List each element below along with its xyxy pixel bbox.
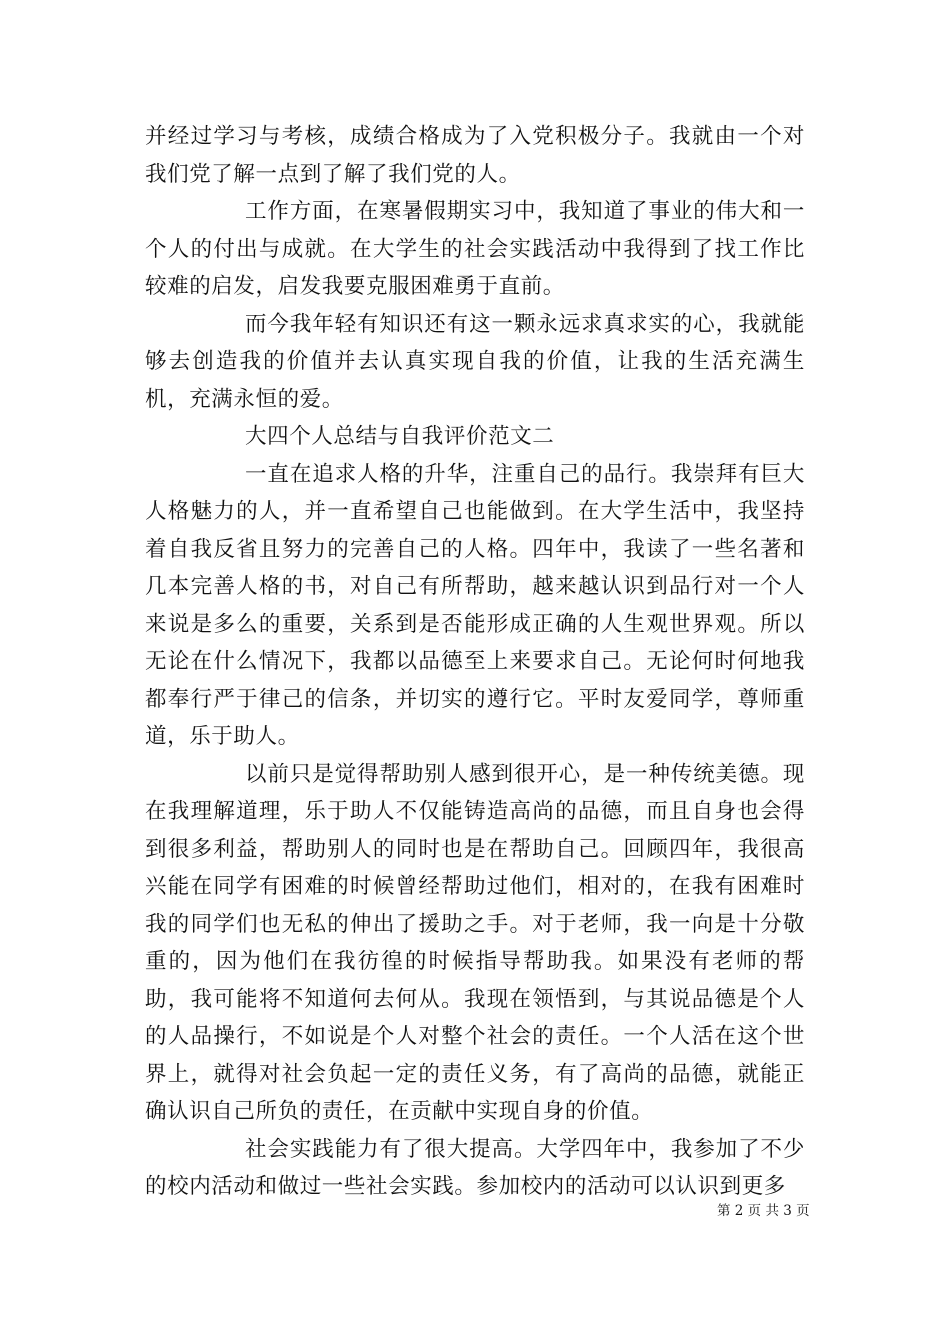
paragraph-social-practice: 社会实践能力有了很大提高。大学四年中，我参加了不少的校内活动和做过一些社会实践。参加校内的活动可以认识到更多 [145,1136,805,1199]
paragraph-continued: 并经过学习与考核，成绩合格成为了入党积极分子。我就由一个对我们党了解一点到了解了我们党的人。 [145,124,805,187]
paragraph-helping-others: 以前只是觉得帮助别人感到很开心，是一种传统美德。现在我理解道理，乐于助人不仅能铸造高尚的品德，而且自身也会得到很多利益，帮助别人的同时也是在帮助自己。回顾四年，我很高兴能在同学有困难的时候曾经帮助过他们，相对的，在我有困难时我的同学们也无私的伸出了援助之手。对于老师，我一向是十分敬重的，因为他们在我彷徨的时候指导帮助我。如果没有老师的帮助，我可能将不知道何去何从。我现在领悟到，与其说品德是个人的人品操行，不如说是个人对整个社会的责任。一个人活在这个世界上，就得对社会负起一定的责任义务，有了高尚的品德，就能正确认识自己所负的责任，在贡献中实现自身的价值。 [145,761,805,1124]
document-body [145,118,805,1206]
paragraph-youth: 而今我年轻有知识还有这一颗永远求真求实的心，我就能够去创造我的价值并去认真实现自我的价值，让我的生活充满生机，充满永恒的爱。 [145,311,805,412]
section-heading: 大四个人总结与自我评价范文二 [245,424,555,449]
paragraph-work: 工作方面，在寒暑假期实习中，我知道了事业的伟大和一个人的付出与成就。在大学生的社会实践活动中我得到了找工作比较难的启发，启发我要克服困难勇于直前。 [145,199,805,299]
paragraph-character: 一直在追求人格的升华，注重自己的品行。我崇拜有巨大人格魅力的人，并一直希望自己也能做到。在大学生活中，我坚持着自我反省且努力的完善自己的人格。四年中，我读了一些名著和几本完善人格的书，对自己有所帮助，越来越认识到品行对一个人来说是多么的重要，关系到是否能形成正确的人生观世界观。所以无论在什么情况下，我都以品德至上来要求自己。无论何时何地我都奉行严于律己的信条，并切实的遵行它。平时友爱同学，尊师重道，乐于助人。 [145,461,805,749]
page-number-footer: 第 2 页 共 3 页 [717,1203,810,1219]
